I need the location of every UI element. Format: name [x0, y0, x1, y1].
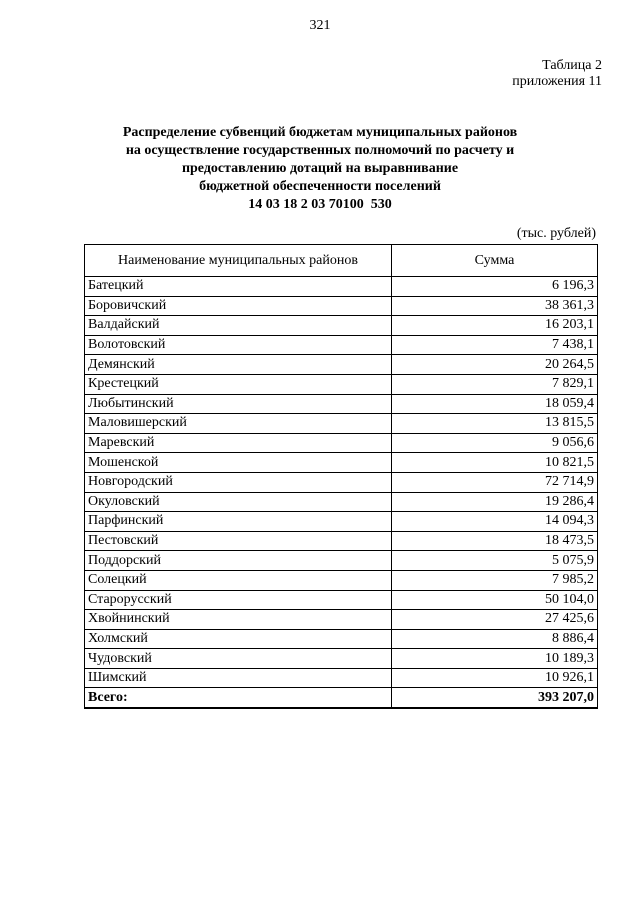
- table-row: [85, 335, 598, 355]
- units-label: (тыс. рублей): [516, 226, 596, 241]
- table-row: [85, 629, 598, 649]
- district-amount: 10 926,1: [392, 668, 598, 688]
- table-row: [85, 277, 598, 297]
- table-row: [85, 472, 598, 492]
- page-number: 321: [309, 18, 331, 33]
- district-amount: 50 104,0: [392, 590, 598, 610]
- district-name: Крестецкий: [85, 374, 392, 394]
- document-title: [80, 124, 560, 214]
- district-name: Любытинский: [85, 394, 392, 414]
- table-row: [85, 531, 598, 551]
- table-row: [85, 414, 598, 434]
- district-amount: 16 203,1: [392, 316, 598, 336]
- district-amount: 7 985,2: [392, 570, 598, 590]
- table-ref-line2: приложения 11: [512, 74, 602, 89]
- district-amount: 27 425,6: [392, 610, 598, 630]
- district-amount: 5 075,9: [392, 551, 598, 571]
- district-amount: 8 886,4: [392, 629, 598, 649]
- table-row: [85, 512, 598, 532]
- title-line4: бюджетной обеспеченности поселений: [199, 179, 441, 194]
- table-ref-line1: Таблица 2: [542, 58, 602, 73]
- table-row: [85, 551, 598, 571]
- table-row: [85, 570, 598, 590]
- table-row: [85, 668, 598, 688]
- district-name: Новгородский: [85, 472, 392, 492]
- district-amount: 7 829,1: [392, 374, 598, 394]
- district-name: Поддорский: [85, 551, 392, 571]
- district-name: Маловишерский: [85, 414, 392, 434]
- table-row: [85, 374, 598, 394]
- district-name: Шимский: [85, 668, 392, 688]
- district-name: Демянский: [85, 355, 392, 375]
- district-name: Батецкий: [85, 277, 392, 297]
- title-line5: 14 03 18 2 03 70100 530: [248, 197, 392, 212]
- district-amount: 10 821,5: [392, 453, 598, 473]
- district-name: Боровичский: [85, 296, 392, 316]
- table-row: [85, 453, 598, 473]
- district-amount: 7 438,1: [392, 335, 598, 355]
- district-amount: 72 714,9: [392, 472, 598, 492]
- table-row: [85, 355, 598, 375]
- table-row: [85, 394, 598, 414]
- total-row: [85, 688, 598, 708]
- district-name: Пестовский: [85, 531, 392, 551]
- district-name: Хвойнинский: [85, 610, 392, 630]
- title-line2: на осуществление государственных полномочий по расчету и: [125, 143, 515, 158]
- district-name: Парфинский: [85, 512, 392, 532]
- subventions-table: [84, 244, 598, 709]
- district-amount: 10 189,3: [392, 649, 598, 669]
- header-amount: Сумма: [392, 245, 598, 277]
- district-amount: 38 361,3: [392, 296, 598, 316]
- district-name: Мошенской: [85, 453, 392, 473]
- table-body: [85, 277, 598, 709]
- district-amount: 13 815,5: [392, 414, 598, 434]
- district-name: Маревский: [85, 433, 392, 453]
- district-amount: 18 059,4: [392, 394, 598, 414]
- district-amount: 9 056,6: [392, 433, 598, 453]
- district-amount: 20 264,5: [392, 355, 598, 375]
- table-row: [85, 433, 598, 453]
- table-row: [85, 492, 598, 512]
- district-name: Холмский: [85, 629, 392, 649]
- table-row: [85, 316, 598, 336]
- title-line3: предоставлению дотаций на выравнивание: [181, 161, 459, 176]
- district-name: Чудовский: [85, 649, 392, 669]
- title-line1: Распределение субвенций бюджетам муниципальных районов: [122, 125, 518, 140]
- district-name: Солецкий: [85, 570, 392, 590]
- table-row: [85, 296, 598, 316]
- total-amount: 393 207,0: [392, 688, 598, 708]
- table-header-row: [85, 245, 598, 277]
- table-row: [85, 590, 598, 610]
- table-row: [85, 649, 598, 669]
- district-amount: 19 286,4: [392, 492, 598, 512]
- district-amount: 14 094,3: [392, 512, 598, 532]
- district-name: Валдайский: [85, 316, 392, 336]
- table-reference: [512, 58, 602, 90]
- district-amount: 6 196,3: [392, 277, 598, 297]
- district-name: Старорусский: [85, 590, 392, 610]
- district-name: Волотовский: [85, 335, 392, 355]
- header-district: Наименование муниципальных районов: [85, 245, 392, 277]
- district-amount: 18 473,5: [392, 531, 598, 551]
- total-label: Всего:: [85, 688, 392, 708]
- table-row: [85, 610, 598, 630]
- district-name: Окуловский: [85, 492, 392, 512]
